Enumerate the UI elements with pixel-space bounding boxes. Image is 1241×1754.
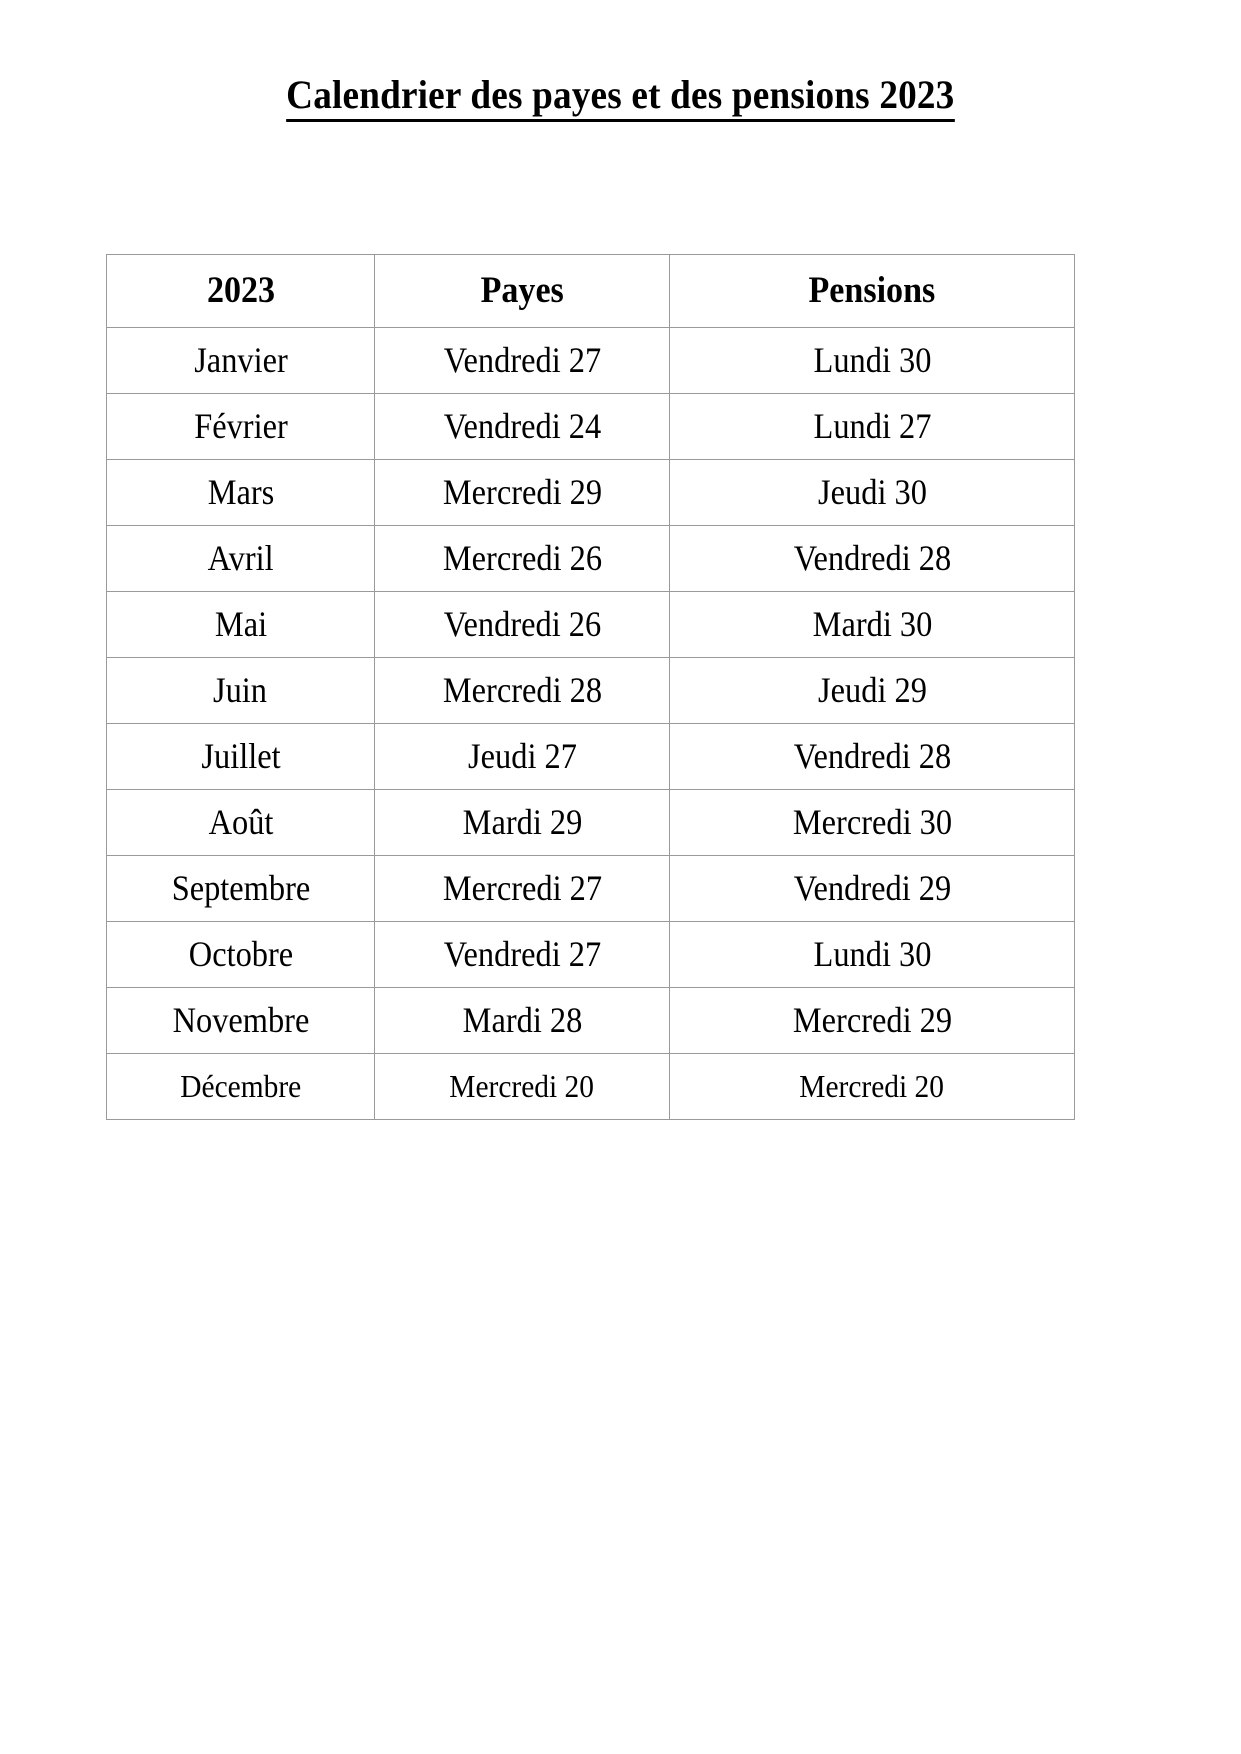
paye-date: Mercredi 27 (442, 867, 602, 908)
cell-month (107, 856, 375, 922)
pension-date: Jeudi 30 (817, 471, 927, 512)
cell-month (107, 658, 375, 724)
paye-date: Mardi 29 (462, 801, 582, 842)
table-row (107, 988, 1075, 1054)
cell-pension (670, 856, 1075, 922)
cell-paye (375, 724, 670, 790)
pension-date: Vendredi 29 (793, 867, 951, 908)
month-label: Mai (214, 603, 267, 644)
cell-paye (375, 526, 670, 592)
cell-pension (670, 658, 1075, 724)
table-row (107, 856, 1075, 922)
cell-paye (375, 592, 670, 658)
column-header-pensions (670, 255, 1075, 328)
cell-month (107, 394, 375, 460)
paye-date: Vendredi 27 (443, 339, 601, 380)
table-row (107, 394, 1075, 460)
month-label: Août (208, 801, 273, 842)
cell-month (107, 328, 375, 394)
table-header-row (107, 255, 1075, 328)
cell-paye (375, 988, 670, 1054)
month-label: Juillet (200, 735, 281, 776)
cell-month (107, 460, 375, 526)
cell-paye (375, 790, 670, 856)
pension-date: Mercredi 29 (792, 999, 952, 1040)
cell-month (107, 526, 375, 592)
cell-paye (375, 460, 670, 526)
pension-date: Mardi 30 (812, 603, 932, 644)
paye-date: Vendredi 24 (443, 405, 601, 446)
page-title: Calendrier des payes et des pensions 2023 (286, 71, 954, 122)
cell-pension (670, 1054, 1075, 1120)
table-row (107, 724, 1075, 790)
table-row (107, 1054, 1075, 1120)
month-label: Septembre (171, 867, 310, 908)
month-label: Janvier (193, 339, 288, 380)
paye-date: Mercredi 26 (442, 537, 602, 578)
paye-date: Mercredi 28 (442, 669, 602, 710)
cell-paye (375, 1054, 670, 1120)
pension-date: Lundi 30 (813, 339, 931, 380)
cell-paye (375, 394, 670, 460)
cell-pension (670, 988, 1075, 1054)
cell-pension (670, 592, 1075, 658)
cell-pension (670, 790, 1075, 856)
month-label: Octobre (188, 933, 293, 974)
table-row (107, 790, 1075, 856)
month-label: Février (193, 405, 288, 446)
pension-date: Mercredi 30 (792, 801, 952, 842)
cell-month (107, 592, 375, 658)
pension-date: Lundi 30 (813, 933, 931, 974)
cell-month (107, 724, 375, 790)
table-row (107, 526, 1075, 592)
cell-pension (670, 394, 1075, 460)
paye-date: Jeudi 27 (467, 735, 577, 776)
cell-pension (670, 526, 1075, 592)
pension-date: Lundi 27 (813, 405, 931, 446)
paye-date: Mercredi 29 (442, 471, 602, 512)
cell-pension (670, 922, 1075, 988)
table-row (107, 658, 1075, 724)
column-header-year-label: 2023 (206, 269, 275, 311)
cell-month (107, 1054, 375, 1120)
paye-date: Vendredi 27 (443, 933, 601, 974)
cell-month (107, 922, 375, 988)
column-header-payes-label: Payes (480, 269, 564, 311)
table-body (107, 328, 1075, 1120)
pension-date: Vendredi 28 (793, 537, 951, 578)
month-label: Décembre (180, 1067, 301, 1104)
cell-month (107, 790, 375, 856)
month-label: Juin (213, 669, 268, 710)
month-label: Mars (207, 471, 274, 512)
cell-paye (375, 856, 670, 922)
column-header-pensions-label: Pensions (808, 269, 936, 311)
table-row (107, 460, 1075, 526)
paye-date: Mardi 28 (462, 999, 582, 1040)
pension-date: Vendredi 28 (793, 735, 951, 776)
table-header (107, 255, 1075, 328)
cell-paye (375, 922, 670, 988)
paye-date: Mercredi 20 (449, 1067, 595, 1104)
table-row (107, 592, 1075, 658)
column-header-year (107, 255, 375, 328)
cell-pension (670, 724, 1075, 790)
calendar-table (106, 254, 1075, 1120)
cell-pension (670, 328, 1075, 394)
table-row (107, 328, 1075, 394)
cell-paye (375, 328, 670, 394)
cell-month (107, 988, 375, 1054)
paye-date: Vendredi 26 (443, 603, 601, 644)
column-header-payes (375, 255, 670, 328)
cell-paye (375, 658, 670, 724)
pension-date: Jeudi 29 (817, 669, 927, 710)
month-label: Avril (207, 537, 274, 578)
month-label: Novembre (172, 999, 309, 1040)
title-block (0, 0, 1241, 149)
calendar-table-container (106, 254, 1074, 1120)
cell-pension (670, 460, 1075, 526)
pension-date: Mercredi 20 (799, 1067, 945, 1104)
table-row (107, 922, 1075, 988)
